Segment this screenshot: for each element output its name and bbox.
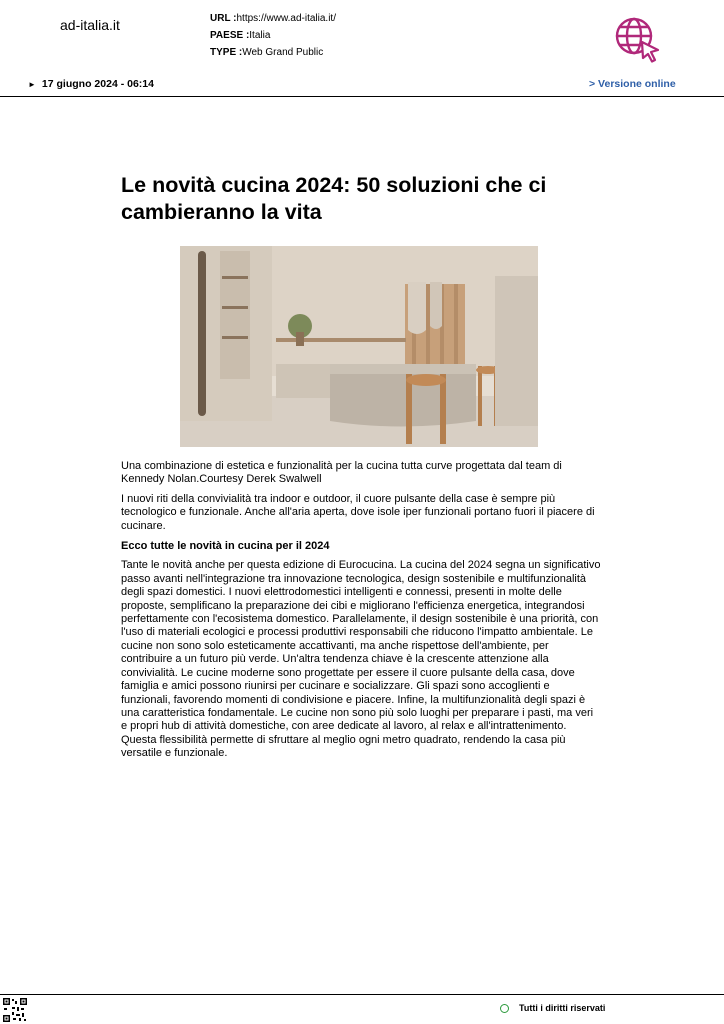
footer-divider [0,994,724,995]
url-label: URL : [210,13,237,24]
photo-caption: Una combinazione di estetica e funzionalità per la cucina tutta curve progettata dal team di Kennedy Nolan.Courtesy Derek Swalwell [121,460,562,486]
article-body [121,460,601,768]
publish-date: 17 giugno 2024 - 06:14 [41,78,154,90]
type-row [210,44,336,61]
kitchen-photo [180,246,538,447]
rights-text: Tutti i diritti riservati [519,1003,606,1013]
site-name: ad-italia.it [60,17,120,33]
country-label: PAESE : [210,30,250,41]
dateline [28,78,154,90]
article-subheading: Ecco tutte le novità in cucina per il 2024 [121,540,330,553]
globe-cursor-icon [612,14,662,64]
header-divider [0,96,724,97]
triangle-bullet-icon: ► [28,80,36,89]
source-metadata [210,10,336,61]
article-title: Le novità cucina 2024: 50 soluzioni che ci cambieranno la vita [121,173,547,224]
copyright-notice [500,1003,605,1013]
type-value: Web Grand Public [242,47,324,58]
country-value: Italia [249,30,271,41]
online-version-link[interactable]: > Versione online [589,78,676,90]
qr-code-icon [3,998,27,1022]
status-circle-icon [500,1004,509,1013]
article-main-text: Tante le novità anche per questa edizione di Eurocucina. La cucina del 2024 segna un significativo passo avanti nell'integrazione tra innovazione tecnologica, design sostenibile e multifunzionalità degli spazi domestici. I nuovi elettrodomestici intelligenti e connessi, presenti in molte delle proposte, semplificano la preparazione dei cibi e migliorano l'efficienza energetica, integrandosi perfettamente con l'ecosistema domestico. Parallelamente, il design sostenibile è una priorità, con l'uso di materiali ecologici e processi produttivi responsabili che riducono l'impatto ambientale. Le cucine non sono solo esteticamente accattivanti, ma anche rispettose dell'ambiente, per contribuire a un futuro più verde. Un'altra tendenza chiave è la crescente attenzione alla convivialità. Le cucine moderne sono progettate per essere il cuore pulsante della casa, dove famiglia e amici possono riunirsi per cucinare e socializzare. Gli spazi sono accoglienti e funzionali, favorendo momenti di condivisione e piacere. Infine, la multifunzionalità degli spazi è una caratteristica fondamentale. Le cucine non sono più solo luoghi per preparare i pasti, ma veri e propri hub di attività domestiche, con aree dedicate al lavoro, al relax e all'intrattenimento. Questa flessibilità permette di sfruttare al meglio ogni metro quadrato, rendendo la casa più versatile e funzionale. [121,559,601,760]
type-label: TYPE : [210,47,243,58]
country-row [210,27,336,44]
url-row [210,10,336,27]
article-intro: I nuovi riti della convivialità tra indoor e outdoor, il cuore pulsante della case è sempre più tecnologico e funzionale. Anche all'aria aperta, dove isole iper funzionali portano fuori il piacere di cucinare. [121,492,595,532]
url-value[interactable]: https://www.ad-italia.it/ [236,13,336,24]
